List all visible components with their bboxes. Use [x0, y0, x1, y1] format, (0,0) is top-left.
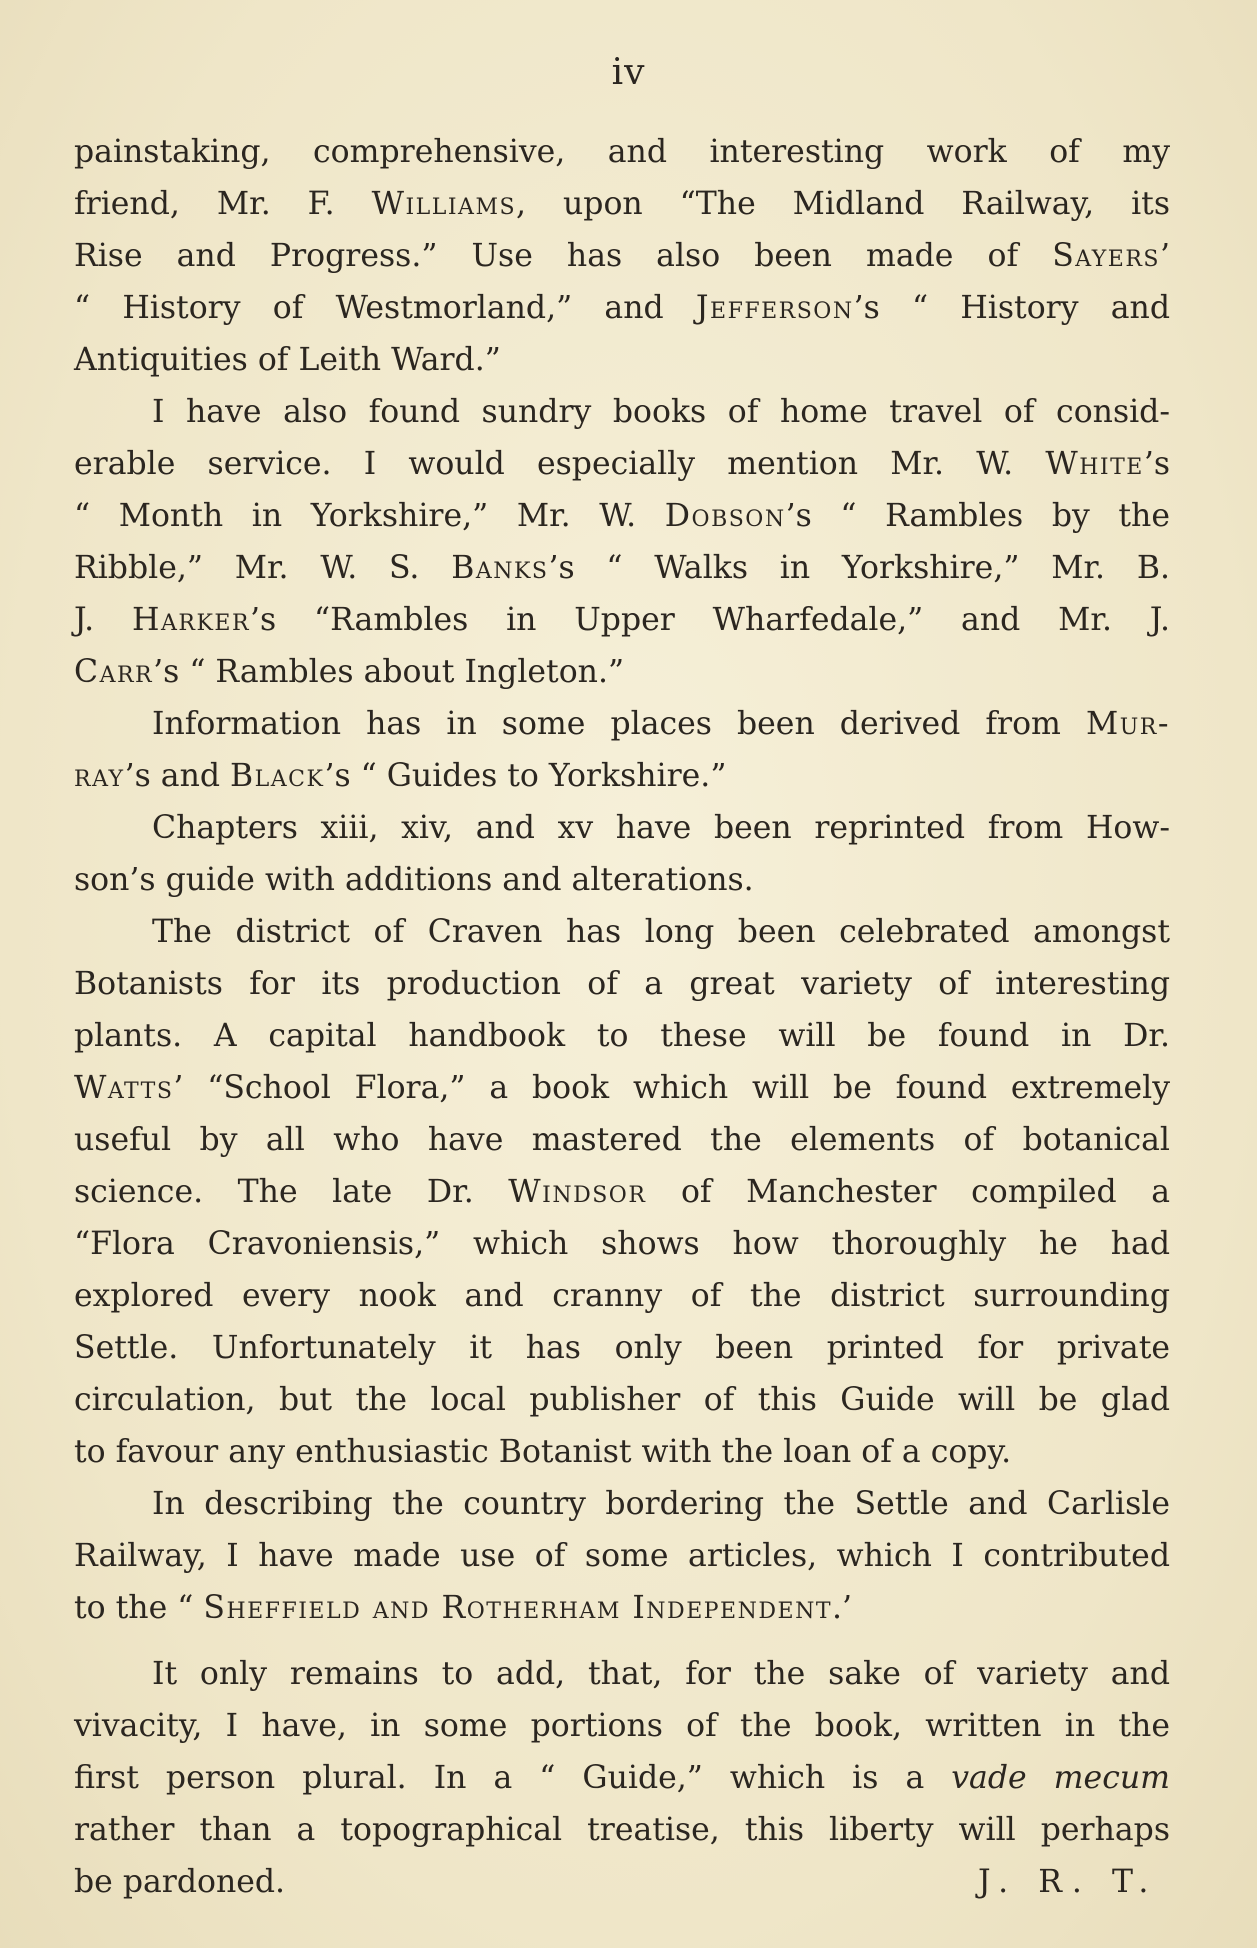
line-text: to favour any enthusiastic Botanist with the loan of a copy.: [74, 1434, 1012, 1470]
line-text: be pardoned.: [74, 1864, 286, 1900]
line-text: ’s and: [124, 758, 231, 794]
line-text: circulation, but the local publisher of this Guide will be glad: [74, 1382, 1170, 1418]
line-text: ’: [1159, 238, 1170, 274]
text-line: [74, 958, 1170, 1010]
text-line: [74, 1322, 1170, 1374]
line-text: ’s: [1143, 446, 1170, 482]
line-text: first person plural. In a “ Guide,” which is a: [74, 1760, 952, 1796]
author-name: Carr: [74, 654, 154, 690]
line-text: Settle. Unfortunately it has only been printed for private: [74, 1330, 1170, 1366]
text-line: [74, 178, 1170, 230]
line-text: explored every nook and cranny of the district surrounding: [74, 1278, 1170, 1314]
text-line: [74, 750, 1170, 802]
author-name: Windsor: [508, 1174, 647, 1210]
text-line: [74, 1270, 1170, 1322]
line-text: painstaking, comprehensive, and interesting work of my: [74, 134, 1170, 170]
text-line: [74, 1374, 1170, 1426]
line-text: ’s “ Walks in Yorkshire,” Mr. B.: [548, 550, 1170, 586]
line-text: friend, Mr. F.: [74, 186, 372, 222]
line-text: of Manchester compiled a: [646, 1174, 1171, 1210]
line-text: son’s guide with additions and alterations.: [74, 862, 754, 898]
text-line: [74, 1530, 1170, 1582]
newspaper-name: Sheffield and Rotherham Independent: [203, 1590, 832, 1626]
text-line: [74, 334, 1170, 386]
page-number: iv: [611, 52, 646, 93]
line-text: ’s “Rambles in Upper Wharfedale,” and Mr. J.: [250, 602, 1170, 638]
text-line: [74, 1114, 1170, 1166]
line-text: Railway, I have made use of some articles, which I contributed: [74, 1538, 1170, 1574]
line-text: science. The late Dr.: [74, 1174, 509, 1210]
text-line: [74, 542, 1170, 594]
author-name: Black: [230, 758, 325, 794]
line-text: ’ “School Flora,” a book which will be found extremely: [173, 1070, 1170, 1106]
line-text: plants. A capital handbook to these will be found in Dr.: [74, 1018, 1170, 1054]
author-name: White: [1045, 446, 1144, 482]
text-line: [74, 1426, 1170, 1478]
text-line: [74, 1582, 1170, 1634]
author-name: Banks: [451, 550, 549, 586]
line-text: ’s “ History and: [853, 290, 1170, 326]
line-text: It only remains to add, that, for the sake of variety and: [152, 1656, 1170, 1692]
text-line: [152, 802, 1170, 854]
line-text: to the “: [74, 1590, 204, 1626]
text-line: [74, 854, 1170, 906]
author-signature: J. R. T.: [978, 1864, 1159, 1900]
italic-phrase: vade mecum: [951, 1760, 1170, 1796]
text-line: [74, 1166, 1170, 1218]
text-line: [74, 1700, 1170, 1752]
line-text: J.: [74, 602, 133, 638]
line-text: Ribble,” Mr. W. S.: [74, 550, 452, 586]
author-name: Sayers: [1052, 238, 1160, 274]
line-text: Information has in some places been derived from: [152, 706, 1086, 742]
line-text: ’s “ Rambles about Ingleton.”: [153, 654, 625, 690]
text-line: [74, 230, 1170, 282]
author-name: Harker: [132, 602, 251, 638]
text-line: [74, 1804, 1170, 1856]
author-name: Williams: [371, 186, 517, 222]
line-text: The district of Craven has long been celebrated amongst: [152, 914, 1170, 950]
text-line: [74, 490, 1170, 542]
author-name: Jefferson: [695, 290, 854, 326]
text-line: [74, 594, 1170, 646]
text-line: [152, 1478, 1170, 1530]
line-text: ’s “ Rambles by the: [785, 498, 1170, 534]
line-text: I have also found sundry books of home travel of consid-: [152, 394, 1170, 430]
text-line: [74, 282, 1170, 334]
line-text: ’s “ Guides to Yorkshire.”: [324, 758, 727, 794]
text-line: [74, 1218, 1170, 1270]
text-line: [152, 906, 1170, 958]
author-name: Dobson: [664, 498, 786, 534]
text-line: [74, 438, 1170, 490]
author-name: Mur-: [1085, 706, 1170, 742]
line-text: Rise and Progress.” Use has also been made of: [74, 238, 1053, 274]
text-line: [152, 386, 1170, 438]
line-text: useful by all who have mastered the elements of botanical: [74, 1122, 1170, 1158]
text-line: [152, 698, 1170, 750]
text-line: [74, 646, 1170, 698]
line-text: Chapters xiii, xiv, and xv have been reprinted from How-: [152, 810, 1170, 846]
line-text: rather than a topographical treatise, this liberty will perhaps: [74, 1812, 1170, 1848]
line-text: “ Month in Yorkshire,” Mr. W.: [74, 498, 665, 534]
line-text: “ History of Westmorland,” and: [74, 290, 696, 326]
text-line: [74, 1752, 1170, 1804]
text-line: [74, 1062, 1170, 1114]
line-text: vivacity, I have, in some portions of the book, written in the: [74, 1708, 1170, 1744]
line-text: Antiquities of Leith Ward.”: [74, 342, 501, 378]
line-text: Botanists for its production of a great variety of interesting: [74, 966, 1170, 1002]
line-text: In describing the country bordering the Settle and Carlisle: [152, 1486, 1170, 1522]
text-line: [152, 1648, 1170, 1700]
author-name: ray: [74, 758, 125, 794]
line-text: .’: [832, 1590, 853, 1626]
line-text: “Flora Cravoniensis,” which shows how thoroughly he had: [74, 1226, 1170, 1262]
author-name: Watts: [74, 1070, 174, 1106]
line-text: erable service. I would especially mention Mr. W.: [74, 446, 1046, 482]
line-text: , upon “The Midland Railway, its: [516, 186, 1170, 222]
text-line: [74, 1010, 1170, 1062]
text-line: [74, 126, 1170, 178]
